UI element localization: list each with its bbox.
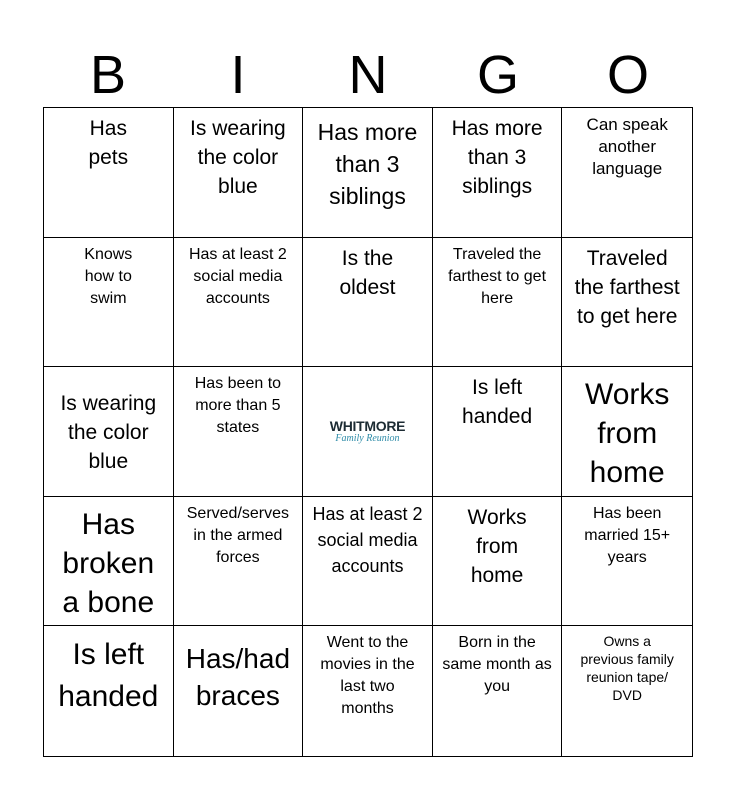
cell-text: Has pets	[88, 117, 129, 169]
logo-sub-text: Family Reunion	[335, 432, 400, 444]
cell-text: Is left handed	[462, 376, 533, 429]
cell-r2-c3[interactable]	[303, 238, 433, 368]
cell-r1-c3[interactable]	[303, 108, 433, 238]
cell-r2-c2[interactable]	[174, 238, 304, 368]
cell-text: Has/had braces	[185, 643, 291, 712]
cell-text: Has more than 3 siblings	[317, 119, 418, 209]
cell-text: Knows how to swim	[84, 245, 133, 307]
cell-r5-c1[interactable]	[44, 626, 174, 756]
cell-text: Is left handed	[58, 638, 159, 714]
cell-r2-c5[interactable]	[562, 238, 692, 368]
cell-r4-c2[interactable]	[174, 497, 304, 627]
cell-text: Can speak another language	[586, 115, 668, 178]
letter-b: B	[89, 45, 127, 105]
bingo-board	[43, 107, 693, 757]
cell-r2-c1[interactable]	[44, 238, 174, 368]
cell-text: Is wearing the color blue	[190, 117, 286, 198]
cell-text: Born in the same month as you	[442, 634, 552, 696]
cell-r3-c5[interactable]	[562, 367, 692, 497]
cell-r1-c5[interactable]	[562, 108, 692, 238]
cell-r3-c1[interactable]	[44, 367, 174, 497]
cell-r5-c4[interactable]	[433, 626, 563, 756]
cell-r1-c4[interactable]	[433, 108, 563, 238]
cell-text: Served/serves in the armed forces	[186, 504, 290, 566]
cell-r5-c5[interactable]	[562, 626, 692, 756]
cell-text: Traveled the farthest to get here	[574, 246, 680, 328]
cell-r5-c2[interactable]	[174, 626, 304, 756]
cell-r4-c3[interactable]	[303, 497, 433, 627]
letter-i: I	[230, 45, 246, 105]
cell-text: Has been to more than 5 states	[194, 375, 282, 437]
letter-n: N	[348, 45, 388, 105]
cell-text: Has been married 15+ years	[584, 504, 671, 566]
cell-text: Has more than 3 siblings	[451, 117, 543, 198]
cell-text: Has at least 2 social media accounts	[188, 245, 287, 307]
cell-r3-c2[interactable]	[174, 367, 304, 497]
cell-r4-c1[interactable]	[44, 497, 174, 627]
whitmore-logo	[330, 419, 405, 444]
cell-text: Has at least 2 social media accounts	[312, 503, 423, 576]
cell-r1-c1[interactable]	[44, 108, 174, 238]
cell-text: Went to the movies in the last two months	[320, 634, 415, 718]
bingo-header	[43, 44, 693, 106]
cell-r3-c4[interactable]	[433, 367, 563, 497]
cell-r4-c4[interactable]	[433, 497, 563, 627]
cell-r4-c5[interactable]	[562, 497, 692, 627]
letter-o: O	[606, 45, 649, 105]
cell-text: Owns a previous family reunion tape/ DVD	[580, 633, 674, 704]
letter-g: G	[476, 45, 519, 105]
cell-text: Is the oldest	[339, 246, 396, 299]
cell-r1-c2[interactable]	[174, 108, 304, 238]
cell-text: Has broken a bone	[62, 507, 155, 619]
cell-text: Works from home	[584, 378, 670, 490]
cell-text: Is wearing the color blue	[60, 392, 157, 474]
cell-r5-c3[interactable]	[303, 626, 433, 756]
cell-text: Works from home	[467, 505, 527, 587]
cell-r2-c4[interactable]	[433, 238, 563, 368]
logo-main-text: WHITMORE	[329, 417, 406, 434]
cell-text: Traveled the farthest to get here	[448, 245, 547, 307]
cell-free-space[interactable]	[303, 367, 433, 497]
